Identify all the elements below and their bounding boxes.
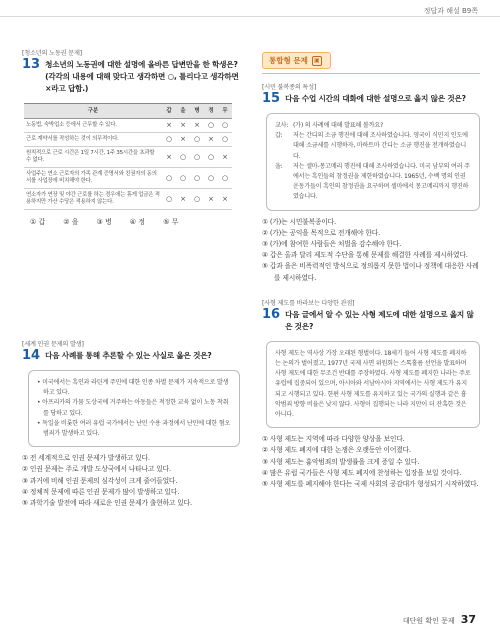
choice-option[interactable]: ③ 사형 제도는 흉악범죄의 발생률을 크게 증일 수 있다. bbox=[262, 457, 420, 466]
mark-cell: ○ bbox=[176, 147, 190, 168]
mark-cell: ○ bbox=[190, 168, 204, 189]
q13-topic-tag: [청소년의 노동권 문제] bbox=[22, 50, 82, 57]
q14-case-box bbox=[28, 370, 240, 447]
mark-cell: ○ bbox=[204, 168, 218, 189]
utterance: (가) 의 사례에 대해 발표해 볼까요? bbox=[293, 122, 383, 129]
q16-number: 16 bbox=[262, 306, 281, 322]
right-column bbox=[262, 48, 480, 490]
choice-option[interactable]: ④ 갑은 올과 달리 제도적 수단을 통해 문제를 해결한 사례를 제시하였다. bbox=[262, 251, 468, 260]
footer-label: 대단원 확인 문제 bbox=[402, 617, 455, 625]
page-footer bbox=[403, 613, 476, 626]
choice-option[interactable]: ④ 정 bbox=[129, 218, 146, 226]
mark-cell: ○ bbox=[218, 168, 232, 189]
choice-option[interactable]: ① 사형 제도는 지역에 따라 다양한 양상을 보인다. bbox=[262, 435, 405, 444]
q14-topic-tag: [세계 인권 문제의 발생] bbox=[22, 341, 84, 348]
question-16 bbox=[262, 298, 480, 490]
speaker: 교사: bbox=[275, 122, 289, 129]
mark-cell: ○ bbox=[190, 147, 204, 168]
q16-choices bbox=[262, 434, 480, 490]
choice-option[interactable]: ② 인권 문제는 주로 개발 도상국에서 나타나고 있다. bbox=[22, 465, 171, 474]
q15-question: 다음 수업 시간의 대화에 대한 설명으로 옳지 않은 것은? bbox=[285, 94, 466, 103]
mark-cell: × bbox=[162, 147, 176, 168]
mark-cell: × bbox=[190, 119, 204, 133]
question-13 bbox=[22, 48, 240, 227]
mark-cell: × bbox=[162, 119, 176, 133]
mark-cell: ○ bbox=[176, 168, 190, 189]
choice-option[interactable]: ③ (가)에 참여한 사람들은 처벌을 감수해야 한다. bbox=[262, 240, 402, 249]
q16-question: 다음 글에서 알 수 있는 사형 제도에 대한 설명으로 옳지 않은 것은? bbox=[285, 309, 474, 331]
row-label: 노동법, 숙박업소 등에서 근무할 수 있다. bbox=[24, 119, 162, 133]
utterance: 저는 셀마-몽고메리 행진에 대해 조사하였습니다. 미국 남부의 여러 주에서는 흑인들의 참정권을 제한하였습니다. 1965년, 수백 명의 인권 운동가들이 흑인의 참정권을 요구하며 셀마에서 몽고메리까지 행진하였습니다. bbox=[293, 162, 470, 201]
case-item: • 미국에서는 흑인과 라틴계 주민에 대한 인종 차별 문제가 지속적으로 발생하고 있다. bbox=[37, 379, 229, 397]
choice-option[interactable]: ⑤ 사형 제도를 폐지해야 한다는 국제 사회의 공감대가 형성되기 시작하였다. bbox=[262, 480, 479, 489]
question-15 bbox=[262, 82, 480, 284]
table-row bbox=[24, 147, 232, 168]
q13-col-header: 구분 bbox=[24, 104, 162, 119]
q16-passage-box: 사형 제도는 역사상 가장 오래된 형벌이다. 18세기 들어 사형 제도를 폐지하는 논의가 벌어졌고, 1977년 국제 사면 위원회는 스톡홀름 선언을 발표하며 사형 제도에 대한 무조건 반대를 주장하였다. 사형 제도를 폐지한 나라는 주로 유럽에 집중되어 있으며, 아시아와 서남아시아 지역에서는 사형 제도가 유지되고 시행되고 있다. 한편 사형 제도를 유지하고 있는 국가의 실행과 같은 흉악범죄 방향 비율은 낮지 않다. 사형이 집행되는 나라 지만이 더 잔혹한 것은 아니다. bbox=[266, 341, 480, 428]
choice-option[interactable]: ④ 많은 유럽 국가들은 사형 제도 폐지에 찬성하는 입장을 보일 것이다. bbox=[262, 468, 462, 477]
integrated-problem-badge bbox=[262, 52, 331, 69]
mark-cell: ○ bbox=[190, 189, 204, 210]
table-row bbox=[24, 168, 232, 189]
speaker: 갑: bbox=[275, 132, 283, 140]
q14-number: 14 bbox=[22, 348, 41, 363]
choice-option[interactable]: ② 사형 제도 폐지에 대한 논쟁은 오랫동안 이어졌다. bbox=[262, 446, 411, 455]
q14-choices bbox=[22, 453, 240, 509]
q13-col-header: 을 bbox=[176, 104, 190, 119]
choice-option[interactable]: ① 전 세계적으로 인권 문제가 발생하고 있다. bbox=[22, 454, 150, 463]
dialog-line bbox=[275, 121, 471, 131]
case-item: • 아프리카의 가뭄 도상국에 거주하는 아동들은 적정한 교육 없이 노동 착취를 당하고 있다. bbox=[37, 399, 229, 417]
q16-topic-tag: [사형 제도를 바라보는 다양한 관점] bbox=[262, 299, 355, 307]
choice-option[interactable]: ⑤ 과학기술 발전에 따라 새로운 인권 문제가 출현하고 있다. bbox=[22, 499, 192, 508]
mark-cell: ○ bbox=[162, 133, 176, 147]
row-label: 사업주는 연소 근로자의 가족 관계 증명서와 친권자의 동의서를 사업장에 비치해야 한다. bbox=[24, 168, 162, 189]
q13-col-header: 무 bbox=[218, 104, 232, 119]
mark-cell: × bbox=[218, 189, 232, 210]
case-item: • 독일을 비롯한 여러 유럽 국가에서는 난민 수용 과정에서 난민에 대한 혐오 범죄가 발생하고 있다. bbox=[37, 419, 231, 438]
row-label: 연소자가 연장 및 야간 근로를 하는 경우에는 휴게 업금은 적용하지만 가산 수당은 적용하지 않는다. bbox=[24, 189, 162, 210]
dialog-line bbox=[275, 162, 471, 203]
mark-cell: × bbox=[204, 133, 218, 147]
q15-dialog-box bbox=[266, 113, 480, 211]
q13-col-header: 정 bbox=[204, 104, 218, 119]
q13-choices bbox=[30, 217, 240, 227]
q15-choices bbox=[262, 217, 480, 284]
left-column bbox=[22, 48, 240, 509]
mark-cell: ○ bbox=[218, 133, 232, 147]
box-icon: ▣ bbox=[312, 56, 322, 66]
table-row bbox=[24, 189, 232, 210]
choice-option[interactable]: ⑤ 무 bbox=[163, 218, 179, 226]
badge-label: 통합형 문제 bbox=[269, 56, 308, 65]
table-row bbox=[24, 133, 232, 147]
q14-question: 다음 사례를 통해 추론할 수 있는 사실로 옳은 것은? bbox=[45, 351, 212, 360]
q13-answer-table bbox=[24, 103, 232, 210]
choice-option[interactable]: ② (가)는 공익을 목적으로 전개해야 한다. bbox=[262, 228, 381, 237]
header-divider bbox=[0, 16, 500, 17]
mark-cell: × bbox=[204, 189, 218, 210]
q13-col-header: 병 bbox=[190, 104, 204, 119]
choice-option[interactable]: ⑤ 갑과 을은 비폭력적인 방식으로 정의롭지 못한 법이나 정책에 대응한 사례를 제시하였다. bbox=[262, 262, 479, 282]
q15-number: 15 bbox=[262, 91, 281, 106]
mark-cell: × bbox=[176, 189, 190, 210]
section-badge-wrap bbox=[262, 48, 480, 74]
mark-cell: ○ bbox=[162, 189, 176, 210]
mark-cell: ○ bbox=[204, 147, 218, 168]
choice-option[interactable]: ① (가)는 시민불복종이다. bbox=[262, 217, 336, 226]
mark-cell: × bbox=[176, 133, 190, 147]
choice-option[interactable]: ③ 병 bbox=[96, 218, 112, 226]
choice-option[interactable]: ① 갑 bbox=[30, 218, 46, 226]
utterance: 저는 간디의 소금 행진에 대해 조사하였습니다. 영국이 식민지 인도에 대해 소금세를 시행하자, 마하트마 간디는 소금 행진을 전개하였습니다. bbox=[293, 132, 468, 160]
mark-cell: × bbox=[218, 147, 232, 168]
choice-option[interactable]: ④ 정체적 문제에 따른 인권 문제가 많이 발생하고 있다. bbox=[22, 487, 180, 496]
speaker: 을: bbox=[275, 162, 283, 170]
row-label: 근로 계약서를 작성하는 것이 의무적이다. bbox=[24, 133, 162, 147]
choice-option[interactable]: ③ 과거에 비해 인권 문제의 심각성이 크게 줄어들었다. bbox=[22, 476, 178, 485]
answer-reference: 정답과 해설 B9쪽 bbox=[423, 7, 478, 15]
q13-question: 청소년의 노동권에 대한 설명에 올바른 답변만을 한 학생은? (각각의 내용에 대해 맞다고 생각하면 ○, 틀리다고 생각하면 ×라고 답함.) bbox=[45, 60, 239, 93]
page-number: 37 bbox=[460, 613, 476, 626]
q13-number: 13 bbox=[22, 57, 41, 72]
question-14 bbox=[22, 339, 240, 509]
choice-option[interactable]: ② 을 bbox=[63, 218, 79, 226]
mark-cell: × bbox=[176, 119, 190, 133]
mark-cell: ○ bbox=[190, 133, 204, 147]
dialog-line bbox=[275, 131, 471, 162]
mark-cell: ○ bbox=[218, 119, 232, 133]
q15-topic-tag: [시민 불복종의 특성] bbox=[262, 84, 317, 91]
table-row bbox=[24, 119, 232, 133]
q13-col-header: 갑 bbox=[162, 104, 176, 119]
badge-divider bbox=[262, 73, 480, 74]
row-label: 원칙적으로 근로 시간은 1일 7시간, 1주 35시간을 초과할 수 없다. bbox=[24, 147, 162, 168]
mark-cell: ○ bbox=[162, 168, 176, 189]
mark-cell: ○ bbox=[204, 119, 218, 133]
